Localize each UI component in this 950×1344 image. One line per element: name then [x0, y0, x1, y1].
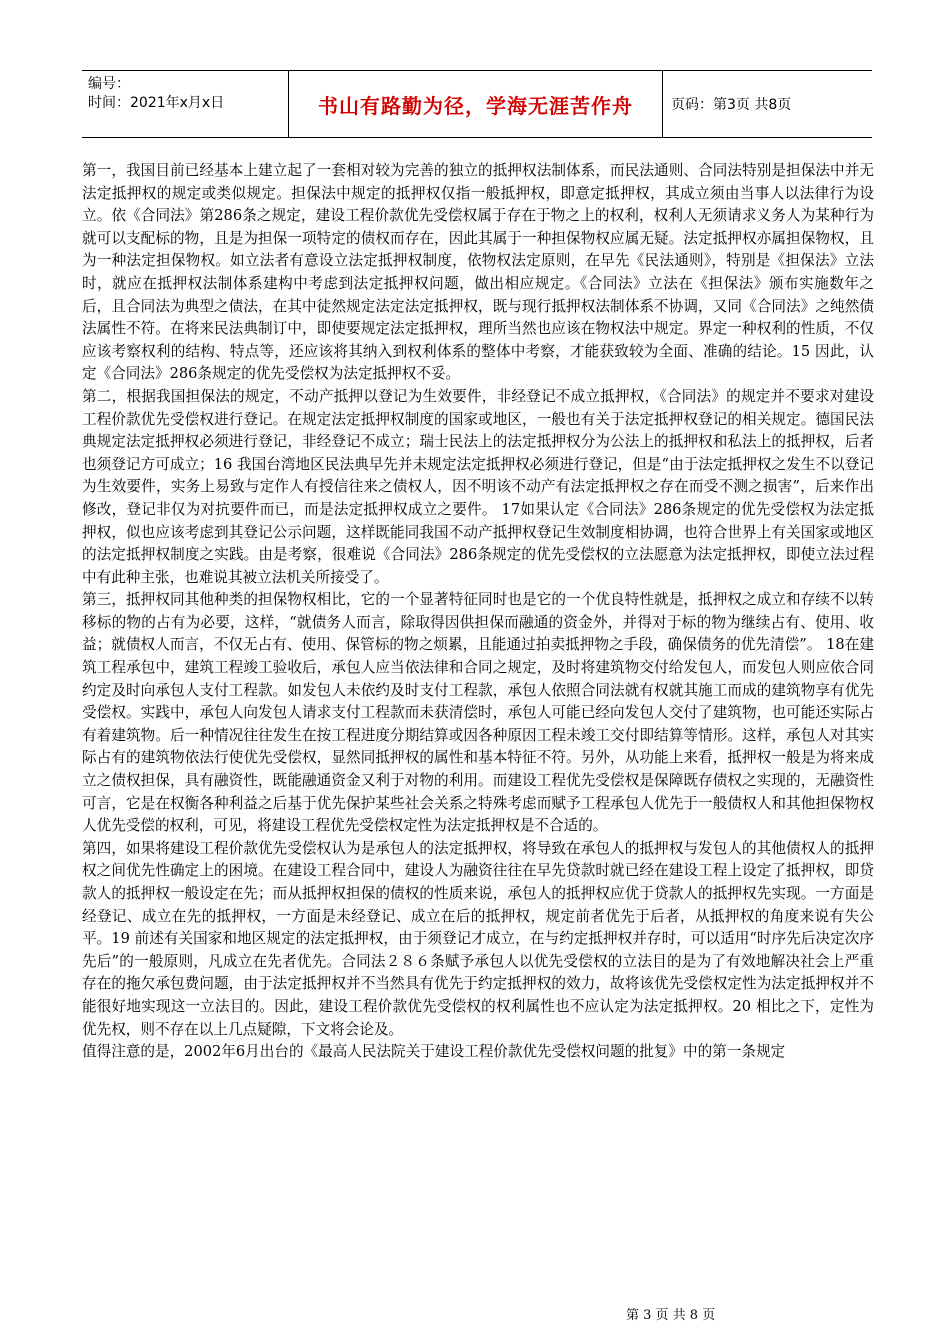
page-header — [82, 70, 872, 138]
page-footer — [626, 1304, 715, 1323]
header-page-info: 页码：第3页 共8页 — [671, 97, 792, 113]
paragraph-1: 第一，我国目前已经基本上建立起了一套相对较为完善的独立的抵押权法制体系，而民法通则、合同法特别是担保法中并无法定抵押权的规定或类似规定。担保法中规定的抵押权仅指一般抵押权，即意定抵押权，其成立须由当事人以法律行为设立。依《合同法》第286条之规定，建设工程价款优先受偿权属于存在于物之上的权利，权利人无须请求义务人为某种行为就可以支配标的物，且是为担保一项特定的债权而存在，因此其属于一种担保物权应属无疑。法定抵押权亦属担保物权，且为一种法定担保物权。如立法者有意设立法定抵押权制度，依物权法定原则，在早先《民法通则》，特别是《担保法》立法时，就应在抵押权法制体系建构中考虑到法定抵押权问题，做出相应规定。《合同法》立法在《担保法》颁布实施数年之后，且合同法为典型之债法，在其中徒然规定法定法定抵押权，既与现行抵押权法制体系不协调，又同《合同法》之纯然债法属性不符。在将来民法典制订中，即使要规定法定抵押权，理所当然也应该在物权法中规定。界定一种权利的性质，不仅应该考察权利的结构、特点等，还应该将其纳入到权利体系的整体中考察，才能获致较为全面、准确的结论。15 因此，认定《合同法》286条规定的优先受偿权为法定抵押权不妥。 — [82, 162, 874, 383]
header-motto: 书山有路勤为径，学海无涯苦作舟 — [318, 93, 633, 118]
footer-page-number: 第 3 页 共 8 页 — [626, 1308, 716, 1323]
header-meta — [82, 71, 289, 137]
header-page-info-cell — [663, 71, 872, 137]
document-number-label: 编号： — [88, 76, 130, 92]
paragraph-3: 第三，抵押权同其他种类的担保物权相比，它的一个显著特征同时也是它的一个优良特性就是，抵押权之成立和存续不以转移标的物的占有为必要，这样，“就债务人而言，除取得因供担保而融通的资金外，并得对于标的物为继续占有、使用、收益；就债权人而言，不仅无占有、使用、保管标的物之烦累，且能通过拍卖抵押物之手段，确保债务的优先清偿”。 18在建筑工程承包中，建筑工程竣工验收后，承包人应当依法律和合同之规定，及时将建筑物交付给发包人，而发包人则应依合同约定及时向承包人支付工程款。如发包人未依约及时支付工程款，承包人依照合同法就有权就其施工而成的建筑物享有优先受偿权。实践中，承包人向发包人请求支付工程款而未获清偿时，承包人可能已经向发包人交付了建筑物，也可能还实际占有着建筑物。后一种情况往往发生在按工程进度分期结算或因各种原因工程未竣工交付即结算等情形。这样，承包人对其实际占有的建筑物依法行使优先受偿权，显然同抵押权的属性和基本特征不符。另外，从功能上来看，抵押权一般是为将来成立之债权担保，具有融资性，既能融通资金又利于对物的利用。而建设工程优先受偿权是保障既存债权之实现的，无融资性可言，它是在权衡各种利益之后基于优先保护某些社会关系之特殊考虑而赋予工程承包人优先于一般债权人和其他担保物权人优先受偿的权利，可见，将建设工程优先受偿权定性为法定抵押权是不合适的。 — [82, 591, 874, 835]
paragraph-2: 第二，根据我国担保法的规定，不动产抵押以登记为生效要件，非经登记不成立抵押权，《合同法》的规定并不要求对建设工程价款优先受偿权进行登记。在规定法定抵押权制度的国家或地区，一般也有关于法定抵押权登记的相关规定。德国民法典规定法定抵押权必须进行登记，非经登记不成立；瑞士民法上的法定抵押权分为公法上的抵押权和私法上的抵押权，后者也须登记方可成立；16 我国台湾地区民法典早先并未规定法定抵押权必须进行登记，但是“由于法定抵押权之发生不以登记为生效要件，实务上易致与定作人有授信往来之债权人，因不明该不动产有法定抵押权之存在而受不测之损害”，后来作出修改，登记非仅为对抗要件而已，而是法定抵押权成立之要件。 17如果认定《合同法》286条规定的优先受偿权为法定抵押权，似也应该考虑到其登记公示问题，这样既能同我国不动产抵押权登记生效制度相协调，也符合世界上有关国家或地区的法定抵押权制度之实践。由是考察，很难说《合同法》286条规定的优先受偿权的立法愿意为法定抵押权，即使立法过程中有此种主张，也难说其被立法机关所接受了。 — [82, 387, 874, 586]
header-motto-cell — [289, 71, 663, 137]
paragraph-4: 第四，如果将建设工程价款优先受偿权认为是承包人的法定抵押权，将导致在承包人的抵押权与发包人的其他债权人的抵押权之间优先性确定上的困境。在建设工程合同中，建设人为融资往往在早先贷款时就已经在建设工程上设定了抵押权，即贷款人的抵押权一般设定在先；而从抵押权担保的债权的性质来说，承包人的抵押权应优于贷款人的抵押权先实现。一方面是经登记、成立在先的抵押权，一方面是未经登记、成立在后的抵押权，规定前者优先于后者，从抵押权的角度来说有失公平。19 前述有关国家和地区规定的法定抵押权，由于须登记才成立，在与约定抵押权并存时，可以适用“时序先后决定次序先后”的一般原则，凡成立在先者优先。合同法２８６条赋予承包人以优先受偿权的立法目的是为了有效地解决社会上严重存在的拖欠承包费问题，由于法定抵押权并不当然具有优先于约定抵押权的效力，故将该优先受偿权定性为法定抵押权并不能很好地实现这一立法目的。因此，建设工程价款优先受偿权的权利属性也不应认定为法定抵押权。20 相比之下，定性为优先权，则不存在以上几点疑隙，下文将会论及。 — [82, 839, 874, 1038]
document-body — [82, 160, 874, 1064]
document-time-label: 时间：2021年x月x日 — [88, 95, 225, 111]
paragraph-5: 值得注意的是，2002年6月出台的《最高人民法院关于建设工程价款优先受偿权问题的批复》中的第一条规定 — [82, 1043, 786, 1061]
